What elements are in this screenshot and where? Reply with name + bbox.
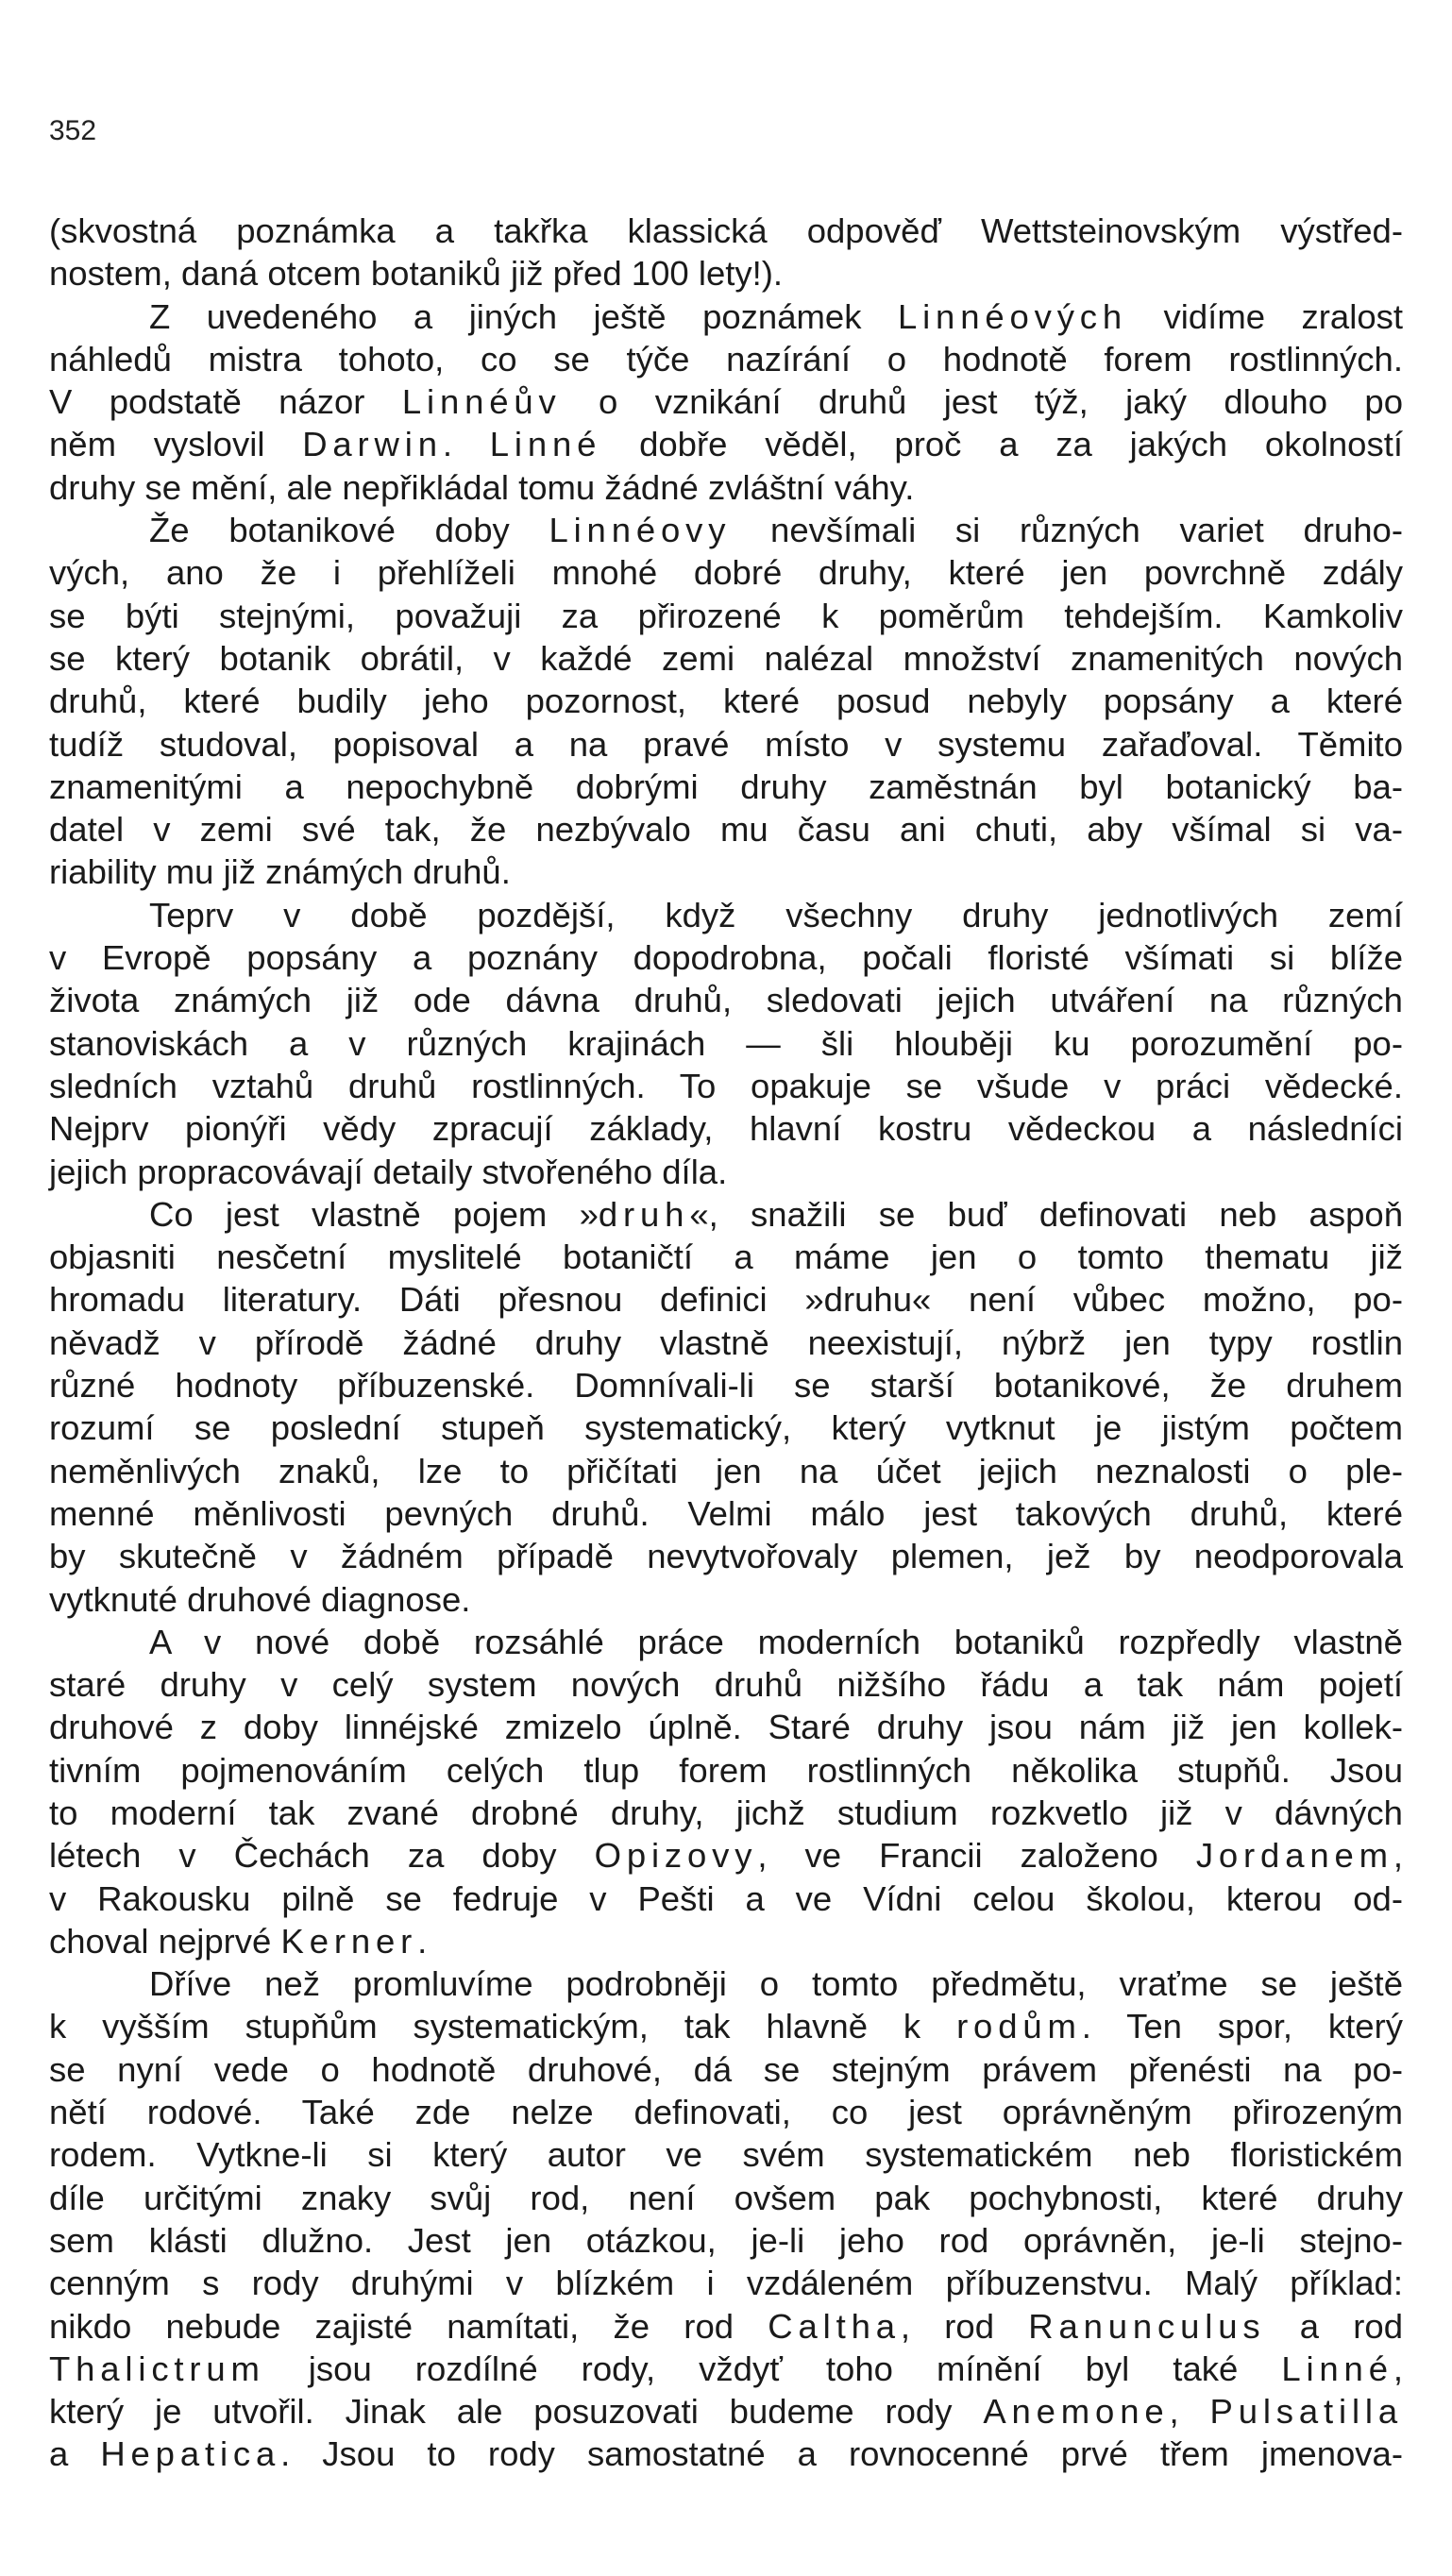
text-line: [49, 1065, 1403, 1107]
text-segment: sledních vztahů druhů rostlinných. To opakuje se všude v práci vědecké.: [49, 1066, 1403, 1105]
text-line: [49, 1406, 1403, 1449]
text-line: [49, 1151, 1403, 1193]
spaced-name: Ranunculus: [1028, 2306, 1266, 2346]
text-line: [49, 766, 1403, 808]
text-segment: Z uvedeného a jiných ještě poznámek: [149, 296, 898, 336]
text-segment: Nejprv pionýři vědy zpracují základy, hlavní kostru vědeckou a následníci: [49, 1109, 1403, 1149]
text-line: [49, 1107, 1403, 1150]
text-line: [49, 1278, 1403, 1321]
text-line: [49, 850, 1403, 893]
text-line: [49, 295, 1403, 338]
text-segment: by skutečně v žádném případě nevytvořovaly plemen, jež by neodporovala: [49, 1537, 1403, 1576]
text-segment: se který botanik obrátil, v každé zemi nalézal množství znamenitých nových: [49, 638, 1403, 678]
text-segment: nětí rodové. Také zde nelze definovati, co jest oprávněným přirozeným: [49, 2093, 1403, 2132]
text-line: [49, 1578, 1403, 1621]
text-segment: náhledů mistra tohoto, co se týče nazírání o hodnotě forem rostlinných.: [49, 339, 1403, 379]
text-line: [49, 1621, 1403, 1663]
text-line: [49, 466, 1403, 509]
spaced-name: Linnéovy: [549, 511, 732, 550]
text-segment: menné měnlivosti pevných druhů. Velmi málo jest takových druhů, které: [49, 1493, 1403, 1533]
text-line: [49, 1450, 1403, 1492]
text-line: [49, 1834, 1403, 1877]
text-segment: druhové z doby linnéjské zmizelo úplně. Staré druhy jsou nám již jen kollek-: [49, 1708, 1403, 1747]
text-line: [49, 1706, 1403, 1748]
text-segment: jejich propracovávají detaily stvořeného díla.: [49, 1152, 728, 1191]
text-line: [49, 1364, 1403, 1406]
text-line: [49, 808, 1403, 850]
text-line: [49, 551, 1403, 594]
spaced-name: Linnéových: [897, 296, 1128, 336]
text-line: [49, 1749, 1403, 1792]
text-segment: staré druhy v celý system nových druhů nižšího řádu a tak nám pojetí: [49, 1665, 1403, 1705]
text-segment: a rod: [1265, 2306, 1403, 2346]
text-segment: A v nové době rozsáhlé práce moderních botaniků rozpředly vlastně: [149, 1622, 1403, 1661]
text-segment: .: [417, 1921, 428, 1961]
text-line: [49, 1193, 1403, 1236]
text-line: [49, 252, 1403, 295]
text-line: [49, 338, 1403, 380]
spaced-name: Linnéův: [401, 382, 562, 422]
text-line: [49, 2005, 1403, 2047]
text-line: [49, 723, 1403, 766]
body-text: [49, 210, 1403, 2476]
text-segment: Co jest vlastně pojem »: [149, 1194, 599, 1234]
text-line: [49, 595, 1403, 637]
text-segment: hromadu literatury. Dáti přesnou definici »druhu« není vůbec možno, po-: [49, 1280, 1403, 1320]
text-segment: . Jsou to rody samostatné a rovnocenné prvé třem jmenova-: [280, 2434, 1403, 2474]
text-segment: druhy se mění, ale nepřikládal tomu žádné zvláštní váhy.: [49, 467, 915, 507]
text-line: [49, 2048, 1403, 2091]
text-segment: tivním pojmenováním celých tlup forem rostlinných několika stupňů. Jsou: [49, 1750, 1403, 1790]
spaced-name: Linné: [489, 425, 602, 464]
text-segment: ,: [1393, 2349, 1403, 2388]
spaced-name: Darwin: [302, 425, 443, 464]
text-segment: se býti stejnými, považuji za přirozené k poměrům tehdejším. Kamkoliv: [49, 596, 1403, 635]
text-segment: Dříve než promluvíme podrobněji o tomto předmětu, vraťme se ještě: [149, 1964, 1403, 2004]
text-line: [49, 1322, 1403, 1364]
text-segment: jsou rozdílné rody, vždyť toho mínění byl také: [264, 2349, 1282, 2388]
text-line: [49, 1792, 1403, 1834]
text-segment: objasniti nesčetní myslitelé botaničtí a máme jen o tomto thematu již: [49, 1237, 1403, 1277]
text-segment: vytknuté druhové diagnose.: [49, 1579, 471, 1619]
text-segment: druhů, které budily jeho pozornost, které posud nebyly popsány a které: [49, 682, 1403, 721]
text-line: [49, 2177, 1403, 2219]
text-segment: k vyšším stupňům systematickým, tak hlavně k: [49, 2007, 957, 2046]
text-segment: tudíž studoval, popisoval a na pravé místo v systemu zařaďoval. Těmito: [49, 724, 1403, 764]
text-segment: neměnlivých znaků, lze to přičítati jen na účet jejich neznalosti o ple-: [49, 1451, 1403, 1490]
text-segment: rozumí se poslední stupeň systematický, který vytknut je jistým počtem: [49, 1408, 1403, 1448]
text-line: [49, 2091, 1403, 2133]
text-line: [49, 2219, 1403, 2262]
text-segment: a: [49, 2434, 101, 2474]
spaced-name: Pulsatilla: [1209, 2392, 1403, 2432]
text-segment: Že botanikové doby: [149, 511, 549, 550]
text-segment: vých, ano že i přehlíželi mnohé dobré druhy, které jen povrchně zdály: [49, 553, 1403, 593]
text-segment: rodem. Vytkne-li si který autor ve svém systematickém neb floristickém: [49, 2135, 1403, 2175]
text-line: [49, 2133, 1403, 2176]
text-segment: v Evropě popsány a poznány dopodrobna, počali floristé všímati si blíže: [49, 938, 1403, 978]
text-line: [49, 979, 1403, 1021]
text-segment: riability mu již známých druhů.: [49, 852, 511, 892]
spaced-name: druh: [598, 1194, 690, 1234]
spaced-name: Opizovy: [594, 1836, 758, 1876]
text-line: [49, 2390, 1403, 2433]
text-segment: se nyní vede o hodnotě druhové, dá se stejným právem přenésti na po-: [49, 2049, 1403, 2089]
text-segment: stanoviskách a v různých krajinách — šli hlouběji ku porozumění po-: [49, 1023, 1403, 1063]
text-segment: různé hodnoty příbuzenské. Domnívali-li se starší botanikové, že druhem: [49, 1366, 1403, 1406]
text-segment: , rod: [900, 2306, 1029, 2346]
text-line: [49, 680, 1403, 722]
text-segment: vidíme zralost: [1127, 296, 1404, 336]
text-line: [49, 509, 1403, 551]
text-line: [49, 637, 1403, 680]
spaced-name: Jordanem: [1195, 1836, 1393, 1876]
text-segment: dobře věděl, proč a za jakých okolností: [601, 425, 1403, 464]
spaced-name: Kerner: [280, 1921, 418, 1961]
spaced-name: Thalictrum: [49, 2349, 265, 2388]
spaced-name: Hepatica: [100, 2434, 281, 2474]
text-line: [49, 210, 1403, 252]
text-segment: který je utvořil. Jinak ale posuzovati budeme rody: [49, 2392, 984, 2432]
text-segment: života známých již ode dávna druhů, sledovati jejich utváření na různých: [49, 981, 1403, 1020]
text-line: [49, 1663, 1403, 1706]
text-segment: , ve Francii založeno: [757, 1836, 1196, 1876]
text-segment: znamenitými a nepochybně dobrými druhy zaměstnán byl botanický ba-: [49, 766, 1403, 806]
text-line: [49, 1492, 1403, 1535]
text-segment: datel v zemi své tak, že nezbývalo mu času ani chuti, aby všímal si va-: [49, 810, 1403, 850]
text-line: [49, 423, 1403, 465]
text-segment: sem klásti dlužno. Jest jen otázkou, je-li jeho rod oprávněn, je-li stejno-: [49, 2220, 1403, 2260]
text-segment: v Rakousku pilně se fedruje v Pešti a ve Vídni celou školou, kterou od-: [49, 1878, 1403, 1918]
text-segment: cenným s rody druhými v blízkém i vzdáleném příbuzenstvu. Malý příklad:: [49, 2264, 1403, 2303]
text-segment: ,: [1393, 1836, 1404, 1876]
spaced-name: Caltha: [768, 2306, 901, 2346]
text-segment: choval nejprvé: [49, 1921, 281, 1961]
spaced-name: rodům: [956, 2007, 1082, 2046]
text-segment: nikdo nebude zajisté namítati, že rod: [49, 2306, 768, 2346]
text-line: [49, 2262, 1403, 2304]
text-line: [49, 380, 1403, 423]
text-segment: «, snažili se buď definovati neb aspoň: [689, 1194, 1403, 1234]
text-line: [49, 1236, 1403, 1278]
text-segment: nostem, daná otcem botaniků již před 100 lety!).: [49, 254, 784, 294]
text-segment: o vznikání druhů jest týž, jaký dlouho po: [561, 382, 1403, 422]
text-segment: .: [442, 425, 490, 464]
text-segment: nevšímali si různých variet druho-: [731, 511, 1403, 550]
text-segment: Teprv v době pozdější, když všechny druhy jednotlivých zemí: [149, 895, 1403, 934]
text-segment: létech v Čechách za doby: [49, 1836, 595, 1876]
text-line: [49, 2305, 1403, 2348]
text-line: [49, 2348, 1403, 2390]
text-segment: díle určitými znaky svůj rod, není ovšem pak pochybnosti, které druhy: [49, 2178, 1403, 2217]
text-segment: . Ten spor, který: [1081, 2007, 1404, 2046]
text-line: [49, 1962, 1403, 2005]
text-line: [49, 1877, 1403, 1920]
text-segment: ,: [1169, 2392, 1210, 2432]
spaced-name: Anemone: [983, 2392, 1170, 2432]
text-line: [49, 1535, 1403, 1577]
text-segment: V podstatě názor: [49, 382, 402, 422]
text-segment: to moderní tak zvané drobné druhy, jichž studium rozkvetlo již v dávných: [49, 1793, 1403, 1832]
text-line: [49, 1022, 1403, 1065]
text-line: [49, 936, 1403, 979]
text-line: [49, 1920, 1403, 1962]
text-segment: (skvostná poznámka a takřka klassická odpověď Wettsteinovským výstřed-: [49, 211, 1403, 250]
text-line: [49, 894, 1403, 936]
text-line: [49, 2433, 1403, 2475]
spaced-name: Linné: [1281, 2349, 1393, 2388]
page-number: 352: [49, 115, 97, 146]
text-segment: něvadž v přírodě žádné druhy vlastně neexistují, nýbrž jen typy rostlin: [49, 1322, 1403, 1362]
text-segment: něm vyslovil: [49, 425, 303, 464]
